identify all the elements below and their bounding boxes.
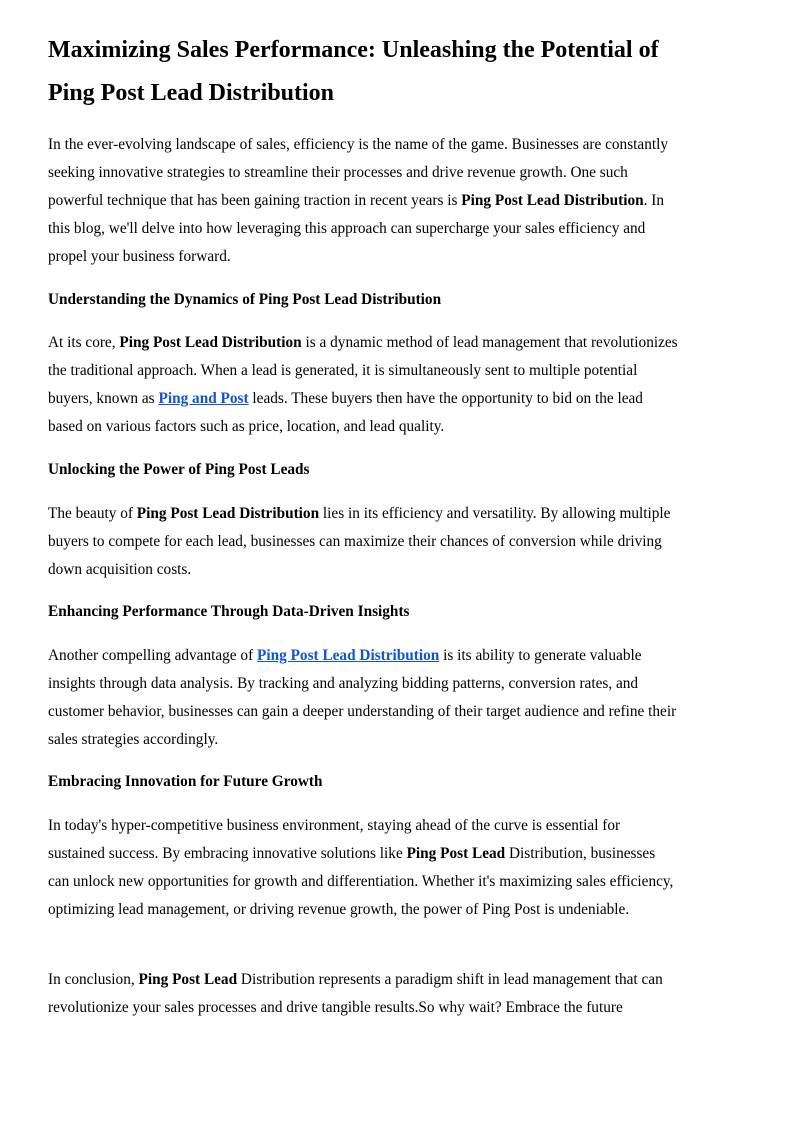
innovation-text-end: Distribution, businesses can unlock new opportunities for growth and differentiation. Whether it's maximizing sales efficiency, optimizing lead management, or driving revenue growth, the power of Ping Post is undeniable. <box>48 845 674 918</box>
power-text-end: lies in its efficiency and versatility. By allowing multiple buyers to compete for each lead, businesses can maximize their chances of conversion while driving down acquisition costs. <box>48 505 671 578</box>
section-paragraph-innovation <box>48 812 678 924</box>
intro-text-end: . In this blog, we'll delve into how leveraging this approach can supercharge your sales efficiency and propel your business forward. <box>48 192 665 265</box>
dynamics-text-end: leads. These buyers then have the opportunity to bid on the lead based on various factors such as price, location, and lead quality. <box>48 390 643 435</box>
section-paragraph-insights <box>48 642 678 754</box>
section-heading-dynamics: Understanding the Dynamics of Ping Post Lead Distribution <box>48 291 442 308</box>
section-heading-innovation: Embracing Innovation for Future Growth <box>48 773 323 790</box>
section-paragraph-dynamics <box>48 329 678 441</box>
intro-bold-term: Ping Post Lead Distribution <box>461 192 644 209</box>
conclusion-text-end: Distribution represents a paradigm shift in lead management that can revolutionize your sales processes and drive tangible results.So why wait? Embrace the future <box>48 971 663 1016</box>
dynamics-bold-term: Ping Post Lead Distribution <box>119 334 302 351</box>
innovation-bold-term: Ping Post Lead <box>406 845 506 862</box>
innovation-text: In today's hyper-competitive business environment, staying ahead of the curve is essential for sustained success. By embracing innovative solutions like <box>48 817 621 862</box>
section-paragraph-power <box>48 500 678 584</box>
dynamics-text-mid: is a dynamic method of lead management that revolutionizes the traditional approach. When a lead is generated, it is simultaneously sent to multiple potential buyers, known as <box>48 334 678 407</box>
insights-text: Another compelling advantage of <box>48 647 257 664</box>
ping-post-lead-distribution-link[interactable]: Ping Post Lead Distribution <box>257 647 440 664</box>
insights-text-end: is its ability to generate valuable insights through data analysis. By tracking and analyzing bidding patterns, conversion rates, and customer behavior, businesses can gain a deeper understanding of their target audience and refine their sales strategies accordingly. <box>48 647 677 748</box>
dynamics-text: At its core, <box>48 334 120 351</box>
conclusion-text: In conclusion, <box>48 971 139 988</box>
section-heading-power: Unlocking the Power of Ping Post Leads <box>48 461 310 478</box>
ping-and-post-link[interactable]: Ping and Post <box>158 390 249 407</box>
page-title: Maximizing Sales Performance: Unleashing the Potential of Ping Post Lead Distribution <box>48 37 659 106</box>
intro-paragraph <box>48 131 678 271</box>
conclusion-bold-term: Ping Post Lead <box>138 971 238 988</box>
power-bold-term: Ping Post Lead Distribution <box>136 505 320 522</box>
intro-text: In the ever-evolving landscape of sales, efficiency is the name of the game. Businesses are constantly seeking innovative strategies to streamline their processes and drive revenue growth. One such powerful technique that has been gaining traction in recent years is <box>48 136 668 209</box>
section-heading-insights: Enhancing Performance Through Data-Driven Insights <box>48 603 410 620</box>
power-text: The beauty of <box>48 505 137 522</box>
conclusion-paragraph <box>48 966 678 1022</box>
